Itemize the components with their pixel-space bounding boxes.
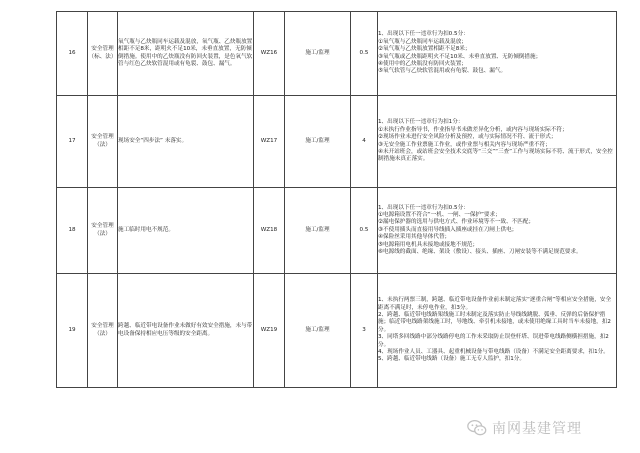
watermark	[466, 417, 582, 439]
table-row	[57, 12, 617, 96]
row-category: 安全管理（法）	[88, 274, 118, 388]
row-description: 现场安全“四步法” 未落实。	[118, 96, 254, 188]
watermark-text: 南网基建管理	[492, 421, 582, 437]
row-category: 安全管理（法）	[88, 188, 118, 274]
criteria-line: 4、现场作业人员、工器具、起重机械设备与带电线路（设备）不满足安全距离要求，扣1分。	[378, 348, 609, 355]
criteria-line: 1、出现以下任一违章行为扣0.5分：	[378, 204, 469, 211]
criteria-line: ⑤氧气软管与乙炔软管混用或有龟裂、鼓包、漏气。	[378, 68, 507, 75]
criteria-line: ③氧气瓶或乙炔瓶距明火不足10米、未垂直放置、无防倾倒措施；	[378, 53, 542, 60]
criteria-line: 5、跨越、临近带电线路（设备）施工无专人监护，扣1分。	[378, 356, 525, 363]
row-number: 18	[57, 188, 88, 274]
row-code: WZ17	[254, 96, 285, 188]
criteria-line: ②现场作业未进行安全风险分析及预控，或与实际情况不符、流于形式；	[378, 134, 557, 141]
criteria-line: ①电源箱设置不符合“一机、一闸、一保护”要求；	[378, 212, 501, 219]
criteria-line: ②氧气瓶与乙炔瓶放置相距不足8米；	[378, 46, 471, 53]
row-responsible: 施工/监理	[285, 274, 351, 388]
row-category: 安全管理（法）	[88, 96, 118, 188]
criteria-line: 1、未执行两票三制，跨越、临近带电设备作业前未制定落实“逐重合闸”等相应安全措施，安全距离不满足时，未停电作业，扣3分。	[378, 297, 612, 311]
row-score: 0.5	[351, 188, 378, 274]
criteria-line: ④保险丝采用其他导体代替；	[378, 234, 451, 241]
row-score: 4	[351, 96, 378, 188]
wechat-icon	[466, 417, 488, 439]
row-score: 3	[351, 274, 378, 388]
criteria-line: 1、出现以下任一违章行为扣0.5分：	[378, 31, 469, 38]
row-responsible: 施工/监理	[285, 188, 351, 274]
criteria-line: ⑤电源箱用电机具未接地或接地不规范；	[378, 241, 479, 248]
table-row	[57, 274, 617, 388]
row-responsible: 施工/监理	[285, 12, 351, 96]
criteria-line: 2、跨越、临近带电线路架线施工时未制定及落实防止导线线跳脱、弧垂、反弹的后备保护措施；临近带电线路架线施工时，导地线、牵引机未接地，或未使用绝缘工具时当车未接地，扣2分。	[378, 312, 611, 333]
criteria-line: ④使用中的乙炔瓶没有防回火装置；	[378, 60, 467, 67]
row-number: 17	[57, 96, 88, 188]
row-score: 0.5	[351, 12, 378, 96]
row-category: 安全管理（标、法）	[88, 12, 118, 96]
row-description: 氧气瓶与乙炔瓶同车运载及混放，氧气瓶、乙炔瓶放置相距不足8米，距明火不足10米，未垂直放置，无防倾倒措施。使用中的乙炔瓶没有防回火装置，是色氧气软管与红色乙炔软管混用或有龟裂、鼓包、漏气。	[118, 12, 254, 96]
row-code: WZ16	[254, 12, 285, 96]
row-code: WZ18	[254, 188, 285, 274]
criteria-line: ①氧气瓶与乙炔瓶同车运载及混放；	[378, 38, 467, 45]
row-code: WZ19	[254, 274, 285, 388]
criteria-line: ③无安全施工作业票施工作业，或作业票与相关内容与现场严重不符；	[378, 141, 551, 148]
row-number: 19	[57, 274, 88, 388]
criteria-line: ①未执行作业指导书，作业指导书未做差异化分析，或内容与现场实际不符；	[378, 126, 568, 133]
criteria-line: ④未开站班会，或站班会安全技术交底等“三交”“三查”工作与现场实际不符、流于形式，安全控制措施未真正落实。	[378, 148, 613, 163]
criteria-line: ③不使用插头而直接用导线插入插座或挂在刀闸上供电；	[378, 226, 518, 233]
row-description: 跨越、临近带电设备作业未做好有效安全措施，未与带电设备保持相应电压等级的安全距离。	[118, 274, 254, 388]
row-responsible: 施工/监理	[285, 96, 351, 188]
row-criteria	[378, 274, 617, 388]
row-criteria	[378, 188, 617, 274]
row-criteria	[378, 96, 617, 188]
row-criteria	[378, 12, 617, 96]
table-row	[57, 188, 617, 274]
row-description: 施工临时用电不规范。	[118, 188, 254, 274]
criteria-line: ⑥电源线的截面、绝缘、架设（敷设）、接头、插座、刀闸安装等不满足规范要求。	[378, 248, 582, 255]
row-number: 16	[57, 12, 88, 96]
table-row	[57, 96, 617, 188]
violation-table	[56, 11, 617, 388]
criteria-line: 1、出现以下任一违章行为扣1分：	[378, 119, 464, 126]
criteria-line: ②漏电保护器的选用与供电方式、作业环境等不一致、不匹配；	[378, 219, 535, 226]
criteria-line: 3、同塔多回线路中部分线路停电的工作未采取防止误登杆塔、误进带电线路侧横担措施，扣2分。	[378, 334, 609, 348]
